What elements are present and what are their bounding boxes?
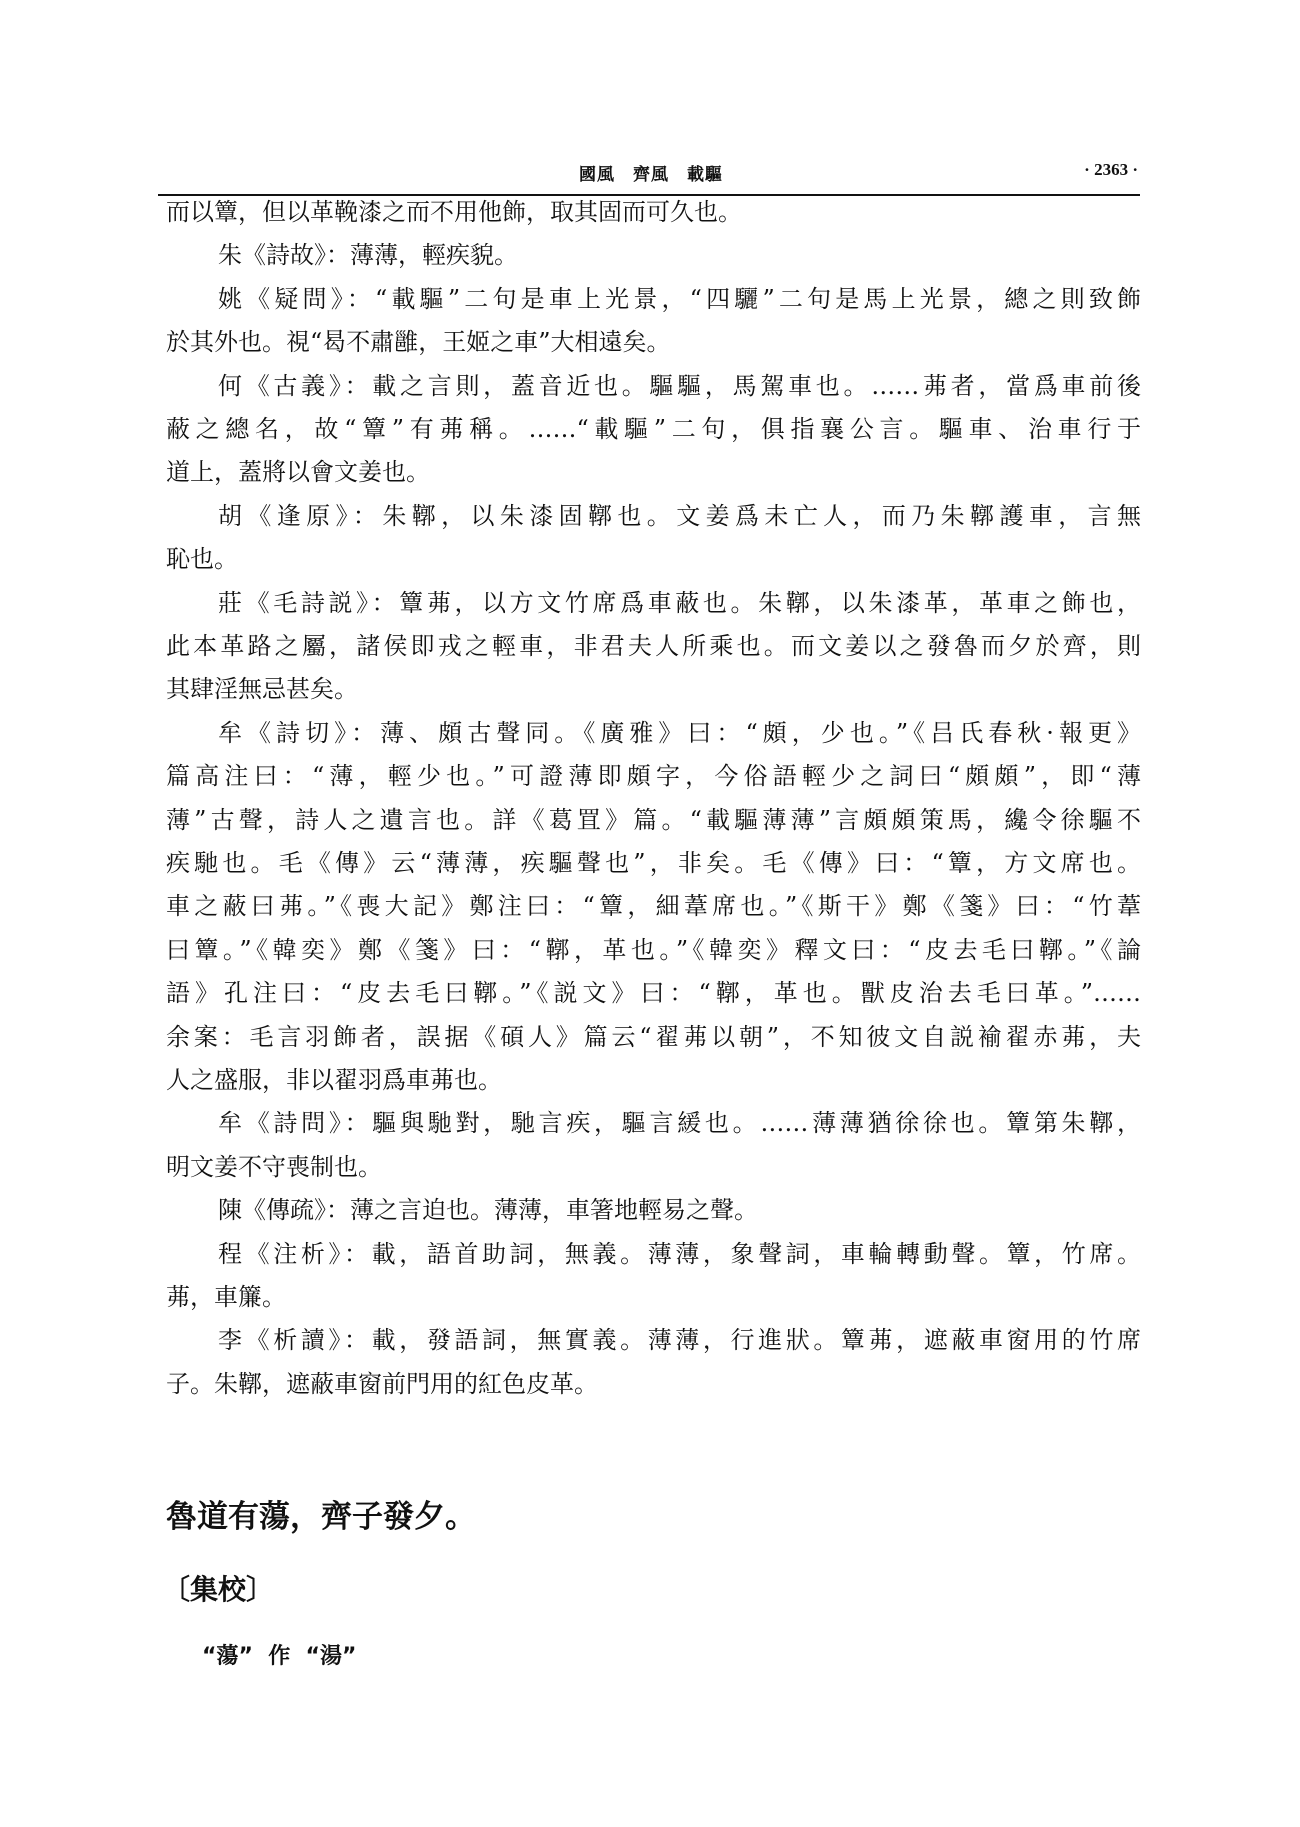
- paragraph-first-line: 朱《詩故》：薄薄，輕疾貌。: [218, 241, 518, 269]
- text-line: 其肆淫無忌甚矣。: [166, 675, 358, 703]
- text-line: 人之盛服，非以翟羽爲車茀也。: [166, 1066, 502, 1094]
- text-line: 恥也。: [166, 545, 238, 573]
- paragraph-first-line: 何《古義》：載之言則，蓋音近也。驅驅，馬駕車也。……茀者，當爲車前後: [218, 372, 1141, 400]
- running-header: [166, 158, 1136, 188]
- paragraph-first-line: 胡《逢原》：朱鞹，以朱漆固鞹也。文姜爲未亡人，而乃朱鞹護車，言無: [218, 502, 1141, 530]
- text-line: 疾馳也。毛《傳》云“薄薄，疾驅聲也”，非矣。毛《傳》曰：“簟，方文席也。: [166, 849, 1141, 877]
- text-line: 薄”古聲，詩人之遺言也。詳《葛罝》篇。“載驅薄薄”言頗頗策馬，纔令徐驅不: [166, 806, 1141, 834]
- paragraph-first-line: 牟《詩切》：薄、頗古聲同。《廣雅》曰：“頗，少也。”《吕氏春秋·報更》: [218, 719, 1141, 747]
- paragraph-first-line: 程《注析》：載，語首助詞，無義。薄薄，象聲詞，車輪轉動聲。簟，竹席。: [218, 1240, 1141, 1268]
- paragraph-first-line: 莊《毛詩説》：簟茀，以方文竹席爲車蔽也。朱鞹，以朱漆革，革車之飾也，: [218, 589, 1141, 617]
- header-rule: [158, 194, 1140, 196]
- text-line: 茀，車簾。: [166, 1283, 286, 1311]
- paragraph-first-line: 陳《傳疏》：薄之言迫也。薄薄，車箸地輕易之聲。: [218, 1196, 758, 1224]
- text-line: 明文姜不守喪制也。: [166, 1153, 382, 1181]
- text-line: 車之蔽曰茀。”《喪大記》鄭注曰：“簟，細葦席也。”《斯干》鄭《箋》曰：“竹葦: [166, 892, 1141, 920]
- verse-line: 魯道有蕩，齊子發夕。: [166, 1499, 476, 1535]
- text-line: 子。朱鞹，遮蔽車窗前門用的紅色皮革。: [166, 1370, 598, 1398]
- collation-item: “蕩” 作 “湯”: [202, 1644, 357, 1669]
- text-line: 語》孔注曰：“皮去毛曰鞹。”《説文》曰：“鞹，革也。獸皮治去毛曰革。”……: [166, 979, 1141, 1007]
- text-line: 余案：毛言羽飾者，誤据《碩人》篇云“翟茀以朝”，不知彼文自説褕翟赤茀，夫: [166, 1023, 1141, 1051]
- page-number: · 2363 ·: [1084, 160, 1138, 179]
- text-line: 曰簟。”《韓奕》鄭《箋》曰：“鞹，革也。”《韓奕》釋文曰：“皮去毛曰鞹。”《論: [166, 936, 1141, 964]
- text-line: 而以簟，但以革鞔漆之而不用他飾，取其固而可久也。: [166, 198, 742, 226]
- text-line: 蔽之總名，故“簟”有茀稱。……“載驅”二句，俱指襄公言。驅車、治車行于: [166, 415, 1141, 443]
- paragraph-first-line: 李《析讀》：載，發語詞，無實義。薄薄，行進狀。簟茀，遮蔽車窗用的竹席: [218, 1326, 1141, 1354]
- text-line: 於其外也。視“曷不肅雝，王姬之車”大相遠矣。: [166, 328, 671, 356]
- section-heading: 〔集校〕: [162, 1573, 275, 1606]
- paragraph-first-line: 姚《疑問》：“載驅”二句是車上光景，“四驪”二句是馬上光景，總之則致飾: [218, 285, 1141, 313]
- text-line: 道上，蓋將以會文姜也。: [166, 458, 430, 486]
- text-line: 此本革路之屬，諸侯即戎之輕車，非君夫人所乘也。而文姜以之發魯而夕於齊，則: [166, 632, 1141, 660]
- paragraph-first-line: 牟《詩問》：驅與馳對，馳言疾，驅言緩也。……薄薄猶徐徐也。簟第朱鞹，: [218, 1109, 1141, 1137]
- running-title: 國風 齊風 載驅: [579, 165, 723, 185]
- text-line: 篇高注曰：“薄，輕少也。”可證薄即頗字，今俗語輕少之詞曰“頗頗”，即“薄: [166, 762, 1141, 790]
